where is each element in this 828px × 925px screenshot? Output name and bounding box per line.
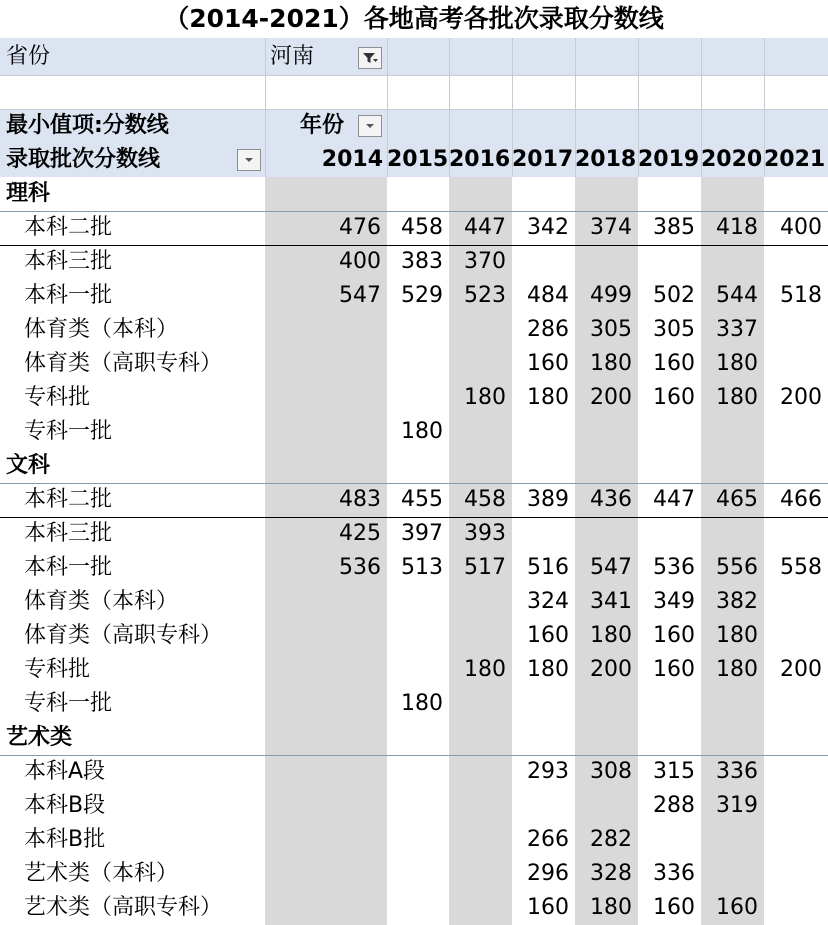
score-cell: 418	[716, 215, 758, 240]
score-cell	[265, 823, 381, 857]
score-cell: 484	[527, 283, 569, 308]
score-cell: 383	[401, 249, 443, 274]
score-cell: 180	[716, 657, 758, 682]
score-cell	[387, 823, 443, 857]
score-cell: 296	[527, 861, 569, 886]
score-cell: 458	[401, 215, 443, 240]
score-cell	[638, 517, 695, 551]
score-cell: 282	[590, 827, 632, 852]
score-cell	[449, 585, 506, 619]
score-cell	[512, 789, 569, 823]
score-cell: 160	[527, 623, 569, 648]
score-cell: 382	[716, 589, 758, 614]
score-cell	[449, 687, 506, 721]
score-cell	[265, 857, 381, 891]
score-cell	[265, 619, 381, 653]
score-cell: 341	[590, 589, 632, 614]
score-cell	[449, 823, 506, 857]
score-cell	[701, 823, 758, 857]
score-cell: 200	[780, 385, 822, 410]
score-cell	[512, 687, 569, 721]
score-cell	[387, 585, 443, 619]
score-cell: 180	[716, 623, 758, 648]
score-cell: 447	[464, 215, 506, 240]
score-cell: 324	[527, 589, 569, 614]
year-header: 2016	[449, 147, 511, 172]
score-cell	[449, 619, 506, 653]
filter-value: 河南	[270, 44, 315, 69]
year-header: 2021	[764, 147, 826, 172]
score-cell: 502	[653, 283, 695, 308]
row-label: 本科一批	[24, 555, 113, 580]
year-header: 2019	[638, 147, 700, 172]
score-cell: 180	[401, 691, 443, 716]
score-cell	[387, 755, 443, 789]
row-label: 本科B批	[24, 827, 106, 852]
score-cell	[265, 653, 381, 687]
score-cell: 483	[339, 487, 381, 512]
score-cell	[265, 415, 381, 449]
score-cell: 513	[401, 555, 443, 580]
score-cell: 160	[653, 623, 695, 648]
score-cell: 558	[780, 555, 822, 580]
score-cell	[701, 687, 758, 721]
score-cell: 200	[590, 385, 632, 410]
score-cell: 180	[464, 385, 506, 410]
group-header: 文科	[6, 453, 51, 478]
filter-label: 省份	[6, 44, 51, 69]
score-cell: 349	[653, 589, 695, 614]
score-cell: 518	[780, 283, 822, 308]
score-cell: 337	[716, 317, 758, 342]
score-cell	[764, 415, 822, 449]
row-field-label: 录取批次分数线	[6, 147, 161, 172]
score-cell: 536	[653, 555, 695, 580]
score-cell	[764, 823, 822, 857]
row-label: 本科二批	[24, 215, 113, 240]
score-cell	[764, 585, 822, 619]
score-cell: 447	[653, 487, 695, 512]
score-cell	[387, 381, 443, 415]
score-cell: 397	[401, 521, 443, 546]
value-field-label: 最小值项:分数线	[6, 113, 169, 138]
score-cell	[764, 687, 822, 721]
score-cell	[764, 517, 822, 551]
score-cell	[387, 313, 443, 347]
score-cell: 400	[780, 215, 822, 240]
score-cell	[638, 823, 695, 857]
score-cell: 180	[527, 385, 569, 410]
score-cell: 370	[464, 249, 506, 274]
score-cell: 180	[590, 623, 632, 648]
score-cell	[764, 857, 822, 891]
score-cell	[575, 415, 632, 449]
score-cell	[265, 347, 381, 381]
year-header: 2017	[512, 147, 574, 172]
row-label: 专科批	[24, 657, 91, 682]
row-label: 本科三批	[24, 249, 113, 274]
score-cell	[449, 313, 506, 347]
score-cell	[764, 789, 822, 823]
row-label: 本科一批	[24, 283, 113, 308]
score-cell	[764, 755, 822, 789]
row-label: 本科B段	[24, 793, 106, 818]
score-cell: 547	[590, 555, 632, 580]
score-cell: 374	[590, 215, 632, 240]
score-cell	[265, 313, 381, 347]
row-label: 艺术类（本科）	[24, 861, 179, 886]
score-cell: 180	[401, 419, 443, 444]
sheet-title: （2014-2021）各地高考各批次录取分数线	[164, 4, 664, 33]
score-cell	[638, 687, 695, 721]
score-cell	[701, 245, 758, 279]
score-cell: 328	[590, 861, 632, 886]
score-cell	[764, 619, 822, 653]
score-cell	[449, 789, 506, 823]
score-cell	[512, 517, 569, 551]
score-cell: 160	[653, 895, 695, 920]
score-cell: 293	[527, 759, 569, 784]
score-cell	[575, 245, 632, 279]
row-label: 体育类（高职专科）	[24, 351, 223, 376]
score-cell	[449, 347, 506, 381]
row-label: 本科A段	[24, 759, 106, 784]
score-cell: 160	[527, 351, 569, 376]
score-cell	[638, 245, 695, 279]
score-cell	[387, 891, 443, 925]
year-header: 2015	[387, 147, 449, 172]
score-cell	[701, 415, 758, 449]
score-cell: 266	[527, 827, 569, 852]
row-label: 体育类（高职专科）	[24, 623, 223, 648]
row-label: 专科一批	[24, 419, 113, 444]
score-cell: 160	[653, 351, 695, 376]
score-cell: 305	[590, 317, 632, 342]
score-cell	[512, 245, 569, 279]
score-cell: 536	[339, 555, 381, 580]
score-cell	[265, 755, 381, 789]
score-cell	[575, 687, 632, 721]
score-cell: 200	[780, 657, 822, 682]
score-cell	[764, 245, 822, 279]
score-cell	[575, 789, 632, 823]
chevron-down-icon[interactable]	[358, 115, 382, 137]
score-cell	[701, 517, 758, 551]
row-label: 体育类（本科）	[24, 589, 179, 614]
score-cell: 393	[464, 521, 506, 546]
score-cell: 400	[339, 249, 381, 274]
score-cell	[764, 891, 822, 925]
score-cell: 160	[527, 895, 569, 920]
score-cell: 336	[653, 861, 695, 886]
score-cell	[764, 313, 822, 347]
score-cell	[387, 347, 443, 381]
score-cell: 180	[716, 385, 758, 410]
score-cell: 288	[653, 793, 695, 818]
chevron-down-icon[interactable]	[237, 149, 261, 171]
score-cell: 180	[590, 351, 632, 376]
score-cell: 547	[339, 283, 381, 308]
filter-band	[0, 38, 828, 75]
score-cell	[449, 415, 506, 449]
grid-hline	[0, 75, 828, 76]
score-cell	[265, 891, 381, 925]
filter-funnel-icon[interactable]	[358, 47, 382, 69]
score-cell: 286	[527, 317, 569, 342]
score-cell: 523	[464, 283, 506, 308]
score-cell: 336	[716, 759, 758, 784]
score-cell	[265, 687, 381, 721]
score-cell	[387, 619, 443, 653]
row-label: 艺术类（高职专科）	[24, 895, 223, 920]
score-cell: 389	[527, 487, 569, 512]
score-cell: 455	[401, 487, 443, 512]
score-cell: 529	[401, 283, 443, 308]
score-cell: 544	[716, 283, 758, 308]
group-header: 理科	[6, 181, 51, 206]
score-cell: 466	[780, 487, 822, 512]
column-field-label: 年份	[300, 113, 345, 138]
score-cell: 160	[653, 385, 695, 410]
score-cell: 200	[590, 657, 632, 682]
score-cell: 436	[590, 487, 632, 512]
score-cell: 160	[653, 657, 695, 682]
score-cell	[265, 585, 381, 619]
score-cell	[387, 789, 443, 823]
score-cell: 465	[716, 487, 758, 512]
score-cell: 458	[464, 487, 506, 512]
score-cell: 319	[716, 793, 758, 818]
score-cell	[265, 789, 381, 823]
score-cell: 517	[464, 555, 506, 580]
score-cell: 160	[716, 895, 758, 920]
row-label: 本科三批	[24, 521, 113, 546]
row-label: 专科批	[24, 385, 91, 410]
score-cell: 180	[590, 895, 632, 920]
score-cell: 556	[716, 555, 758, 580]
score-cell	[764, 347, 822, 381]
score-cell: 516	[527, 555, 569, 580]
year-header: 2014	[321, 147, 383, 172]
score-cell	[449, 891, 506, 925]
score-cell	[512, 415, 569, 449]
score-cell	[449, 755, 506, 789]
score-cell: 308	[590, 759, 632, 784]
score-cell	[638, 415, 695, 449]
row-label: 体育类（本科）	[24, 317, 179, 342]
row-label: 本科二批	[24, 487, 113, 512]
score-cell: 476	[339, 215, 381, 240]
score-cell	[387, 653, 443, 687]
group-header: 艺术类	[6, 725, 73, 750]
score-cell: 180	[527, 657, 569, 682]
score-cell: 342	[527, 215, 569, 240]
score-cell	[575, 517, 632, 551]
score-cell	[387, 857, 443, 891]
score-cell: 385	[653, 215, 695, 240]
score-cell: 315	[653, 759, 695, 784]
row-label: 专科一批	[24, 691, 113, 716]
score-cell	[449, 857, 506, 891]
score-cell: 425	[339, 521, 381, 546]
year-header: 2020	[701, 147, 763, 172]
score-cell	[265, 381, 381, 415]
score-cell	[701, 857, 758, 891]
score-cell: 180	[464, 657, 506, 682]
year-header: 2018	[575, 147, 637, 172]
score-cell: 499	[590, 283, 632, 308]
score-cell: 305	[653, 317, 695, 342]
score-cell: 180	[716, 351, 758, 376]
